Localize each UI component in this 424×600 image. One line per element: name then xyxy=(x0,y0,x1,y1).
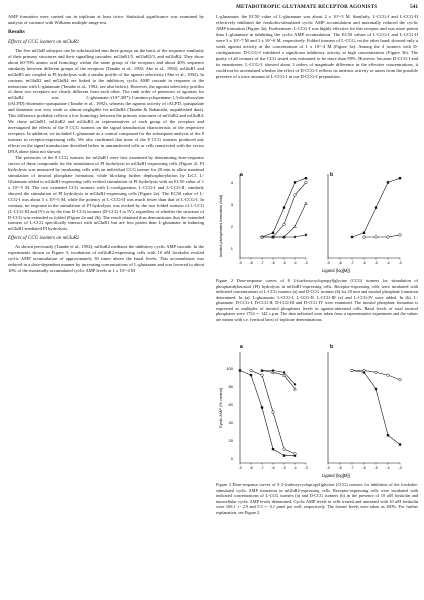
data-point xyxy=(272,232,274,234)
paragraph: L-glutamate; the EC50 value of L-glutamate was about 2 x 10^-5 M. Similarly, L-CCG-I and L-CCG-II effectively inhibited the forskolin-stimulated cyclic AMP accumulation and maximally reduced the cyclic AMP formation (Figure 3a). Furthermore, L-CCG-I was highly effective for this receptor and was more potent than L-glutamate in inhibiting the cyclic AMP accumulation. The EC50 values of L-CCG-I and L-CCG-II were 3 x 10^-7 M and 3 x 10^-6 M, respectively. Folded isomers of L-CCG, on the other hand, showed only a weak agonist activity at the concentration of 1 x 10^-4 M (Figure 3a). Among the 4 isomers with D-configuration, D-CCG-I exhibited a significant inhibitory activity at high concentrations (Figure 3b). The purity of all isomers of the CCG tested was estimated to be more than 99%. However, because D-CCG-I and its enantiomer, L-CCG-I, showed about 3 orders of magnitude difference in the effective concentrations, it could not be ascertained whether the effect of D-CCG-I reflects its intrinsic activity or arises from the possible presence of a trace amount of L-CCG-I in our D-CCG-I preparation. xyxy=(216,14,418,79)
data-point xyxy=(261,406,263,408)
fig3-xtick: -3 xyxy=(304,466,308,470)
data-point xyxy=(283,454,285,456)
fig3-xtick: -6 xyxy=(362,466,366,470)
fig2-ytick: 2 xyxy=(230,224,233,229)
data-point xyxy=(294,236,297,239)
methods-tail-paragraph: AMP formation were carried out in triplicate at least twice. Statistical significance was examined by analysis of variance with Williams multiple-range test. xyxy=(8,14,204,25)
data-point xyxy=(261,374,264,377)
data-point xyxy=(272,369,275,372)
fig2-xtick: -6 xyxy=(271,261,275,265)
figure-2-caption: Figure 2 Dose-response curves of 8 2-(carboxycyclopropyl)glycine (CCG) isomers for stimulation of phosphatidylinositol (PI) hydrolysis in mGluR1-expressing cells. Receptor-expressing cells were incubated with indicated concentrations of L-CCG isomers (a) and D-CCG isomers (b) for 20 min and inositol phosphate formation determined. In (a), L-glutamate, L-CCG-I, L-CCG-II, L-CCG-III (x) and L-CCG-IV were added. In (b), L-glutamate, D-CCG-I, D-CCG-II, D-CCG-III and D-CCG-IV were examined. The inositol phosphate formation is expressed as multiples of inositol phosphates levels in agonist-untreated cells. Basal levels of total inositol phosphates were 1754 +- 142 c.p.m. The data indicated were taken from a representative experiment and the values are means with s.e. (vertical bars) of triplicate determinations. xyxy=(216,278,418,322)
fig2-panel-a-label: a xyxy=(240,172,243,178)
right-column xyxy=(216,14,418,79)
data-point xyxy=(375,388,377,390)
data-point xyxy=(250,369,253,372)
fig2-yticks xyxy=(231,180,234,251)
fig3-ytick: 0 xyxy=(230,456,233,461)
data-point xyxy=(305,177,307,179)
fig2-xtick: -8 xyxy=(338,261,342,265)
fig3-xtick: -7 xyxy=(260,466,264,470)
left-column xyxy=(8,14,204,274)
fig3-ytick: 80 xyxy=(228,384,233,389)
fig2-ytick: 4 xyxy=(230,180,233,185)
data-point xyxy=(375,236,378,239)
fig3-xtick: -7 xyxy=(350,466,354,470)
axis-frame xyxy=(240,352,306,463)
fig3-ytick: 20 xyxy=(228,438,233,443)
fig2-ytick: 1 xyxy=(230,246,233,251)
series-line xyxy=(364,235,400,237)
fig2-panel-a xyxy=(240,174,307,260)
subheading-mglur2: Effects of CCG isomers on mGluR2 xyxy=(8,236,80,242)
fig3-xtick: -9 xyxy=(326,466,330,470)
fig3-xtick: -8 xyxy=(338,466,342,470)
data-point xyxy=(387,236,390,239)
fig3-xticks-b xyxy=(326,466,401,470)
fig2-panel-b xyxy=(328,174,401,260)
fig3-ytick: 40 xyxy=(228,420,233,425)
data-point xyxy=(239,369,241,371)
data-point xyxy=(272,448,274,450)
data-point xyxy=(375,371,378,374)
data-point xyxy=(387,374,390,377)
fig2-xtick: -6 xyxy=(362,261,366,265)
fig3-xtick: -9 xyxy=(238,466,242,470)
fig2-xtick: -5 xyxy=(374,261,378,265)
fig3-ytick: 60 xyxy=(228,402,233,407)
data-point xyxy=(283,448,286,451)
data-point xyxy=(283,206,285,208)
fig2-xtick: -7 xyxy=(350,261,354,265)
series-line xyxy=(240,371,295,456)
series-line xyxy=(273,235,306,237)
fig2-xtick: -9 xyxy=(326,261,330,265)
fig3-ytick: 100 xyxy=(226,366,233,371)
fig2-xtick: -9 xyxy=(238,261,242,265)
fig3-xtick: -6 xyxy=(271,466,275,470)
fig3-panel-b xyxy=(328,352,401,465)
fig3-xtick: -5 xyxy=(282,466,286,470)
data-point xyxy=(250,374,252,376)
subheading-mglur1: Effects of CCG isomers on mGluR1 xyxy=(8,39,80,45)
fig2-xtick: -5 xyxy=(282,261,286,265)
data-point xyxy=(363,232,365,234)
data-point xyxy=(399,378,402,381)
fig2-xtick: -3 xyxy=(304,261,308,265)
data-point xyxy=(399,443,401,445)
data-point xyxy=(375,206,377,208)
figure-3-caption: Figure 3 Dose-response curves of 8 2-(carboxycyclopropyl)glycine (CCG) isomers for inhibition of the forskolin-stimulated cyclic AMP formation in mGluR2-expressing cells. Receptor-expressing cells were incubated with indicated concentrations of L-CCG isomers (a) and D-CCG isomers (b) in the presence of 10 uM forskolin and intracellular cyclic AMP levels determined. Cyclic AMP levels in cells treated and untreated with 10 uM forskolin were 169.1 +- 2.9 and 5.5 +- 0.1 pmol per well, respectively. The former levels were taken as 100%. For further explanation, see Figure 2. xyxy=(216,482,418,515)
fig3-xtick: -8 xyxy=(249,466,253,470)
data-point xyxy=(399,177,401,179)
figure-3-chart xyxy=(216,338,418,480)
data-point xyxy=(399,234,402,237)
fig2-xtick: -7 xyxy=(260,261,264,265)
fig2-xticks-a xyxy=(238,261,307,265)
fig3-panel-a xyxy=(239,352,306,465)
fig3-xtick: -5 xyxy=(374,466,378,470)
fig3-yticks xyxy=(226,366,233,461)
fig3-panel-b-label: b xyxy=(330,344,334,350)
axis-frame xyxy=(328,352,400,463)
fig3-panel-a-label: a xyxy=(240,344,243,350)
data-point xyxy=(305,181,308,184)
data-point xyxy=(294,194,297,197)
fig2-xlabel: Ligand (log[M]) xyxy=(322,268,350,273)
data-point xyxy=(294,181,296,183)
fig3-xtick: -4 xyxy=(386,466,390,470)
page-number: 541 xyxy=(410,4,419,10)
fig2-ytick: 3 xyxy=(230,202,233,207)
figure-2-chart xyxy=(216,166,418,275)
axis-frame xyxy=(328,174,400,258)
series-line xyxy=(262,182,306,237)
results-heading: Results xyxy=(8,28,25,35)
data-point xyxy=(363,236,366,239)
data-point xyxy=(283,374,286,377)
fig3-ylabel: Cyclic AMP (% control) xyxy=(218,387,223,429)
fig2-panel-b-label: b xyxy=(330,172,334,178)
series-line xyxy=(262,371,295,390)
fig3-xlabel: Ligand (log[M]) xyxy=(322,473,350,478)
fig2-ylabel: Inositol phosphates formation (fold) xyxy=(218,194,223,258)
running-title: METABOTROPIC GLUTAMATE RECEPTOR AGONISTS xyxy=(236,4,378,10)
data-point xyxy=(294,452,297,455)
data-point xyxy=(363,369,366,372)
data-point xyxy=(272,411,275,414)
data-point xyxy=(305,233,308,236)
running-header xyxy=(0,4,424,14)
data-point xyxy=(387,434,389,436)
fig2-xtick: -3 xyxy=(398,261,402,265)
series-line xyxy=(352,371,400,445)
paragraph: The five mGluR subtypes can be subclassified into three groups on the basis of the sequence similarity of their primary structures and their signalling cascades: mGluR1/5, mGluR2/3, and mGluR4. They show about 60-70% amino acid homology within the same group of the receptors and about 40% sequence similarity between different groups of the receptors (Tanabe et al., 1992; Abe et al., 1992). mGluR1 and mGluR5 are coupled to PI hydrolysis with a similar profile of the agonist selectivity (Abe et al., 1992). In contrast, mGluR2 and mGluR4 are linked to the inhibitory cyclic AMP cascade in response to the interaction with L-glutamate (Tanabe et al., 1992; see also below). However, the agonist selectivity profiles of these two receptors are clearly different from each other. The rank order of potencies of agonists for mGluR2 was L-glutamate>(1S*,3R*)-1-aminocyclopentane-1,3-dicarboxylate (tACPD)>ibotenate>quisqualate (Tanabe et al., 1992), whereas the agonist activity of tACPD, quisqualate and ibotenate was very weak or almost negligible for mGluR4 (Tanabe & Nakanishi, unpublished data). This difference probably reflects a low homology between the primary structures of mGluR2 and mGluR4. We chose mGluR1, mGluR2 and mGluR4 as representatives of each group of the receptors and investigated the effects of the 8 CCG isomers on the signal transduction characteristic of the respective receptors. In addition, we included L-glutamate as a control compound for the subsequent analysis of the 8 isomers in receptor-expressing cells. We also confirmed that none of the 8 CCG isomers produced any effects on the signal transduction described below in untransfected cells or cells transfected with the vector DNA alone (data not shown). xyxy=(8,47,204,155)
data-point xyxy=(351,236,353,238)
data-point xyxy=(351,369,354,372)
data-point xyxy=(283,223,286,226)
axis-frame xyxy=(240,174,306,258)
data-point xyxy=(305,202,308,205)
fig2-xtick: -8 xyxy=(249,261,253,265)
fig2-xticks-b xyxy=(326,261,401,265)
paragraph: As shown previously (Tanabe et al., 1992), mGluR2 mediates the inhibitory cyclic AMP cascade. In the experiments shown in Figure 3, incubation of mGluR2-expressing cells with 10 uM forskolin evoked cyclic AMP accumulation of approximately 30 times above the basal levels. This accumulation was reduced in a dose-dependent manner by increasing concentrations of L-glutamate and was lowered to about 10% of the maximally accumulated cyclic AMP levels at 1 x 10^-4 M xyxy=(8,244,204,274)
fig2-xtick: -4 xyxy=(386,261,390,265)
data-point xyxy=(387,181,389,183)
fig3-xtick: -4 xyxy=(293,466,297,470)
fig3-xticks-a xyxy=(238,466,307,470)
paragraph: The potencies of the 8 CCG isomers for mGluR1 were first examined by determining dose-response curves of these compounds for the stimulation of PI hydrolysis in mGluR1-expressing cells (Figure 2). PI hydrolysis was measured by incubating cells with an individual CCG isomer for 20 min to allow maximal stimulation of inositol phosphate formation, while blocking further dephosphorylation by LiCl. L-Glutamate added to mGluR1-expressing cells evoked stimulation of PI hydrolysis with an EC50 value of 1 x 10^-5 M. The two extended CCG isomers with L-configuration, L-CCG-I and L-CCG-II, similarly showed the stimulation of PI hydrolysis in mGluR1-expressing cells (Figure 2a). The EC50 value of L-CCG-I was about 5 x 10^-5 M, while the potency of L-CCG-II was much lower than that of L-CCG-I. In contrast, no response in the stimulation of PI hydrolysis was evoked by the two folded isomers of L-CCG (L-CCG-III and IV) or by the four D-CCG isomers (D-CCG-I to IV), regardless of whether the structure of D-CCG was extended or folded (Figure 2a and 2b). The result obtained thus demonstrates that the extended isomers of L-CCG specifically interact with mGluR1 but are less potent than L-glutamate in inducing mGluR1-mediated PI hydrolysis. xyxy=(8,154,204,232)
data-point xyxy=(294,225,297,228)
fig3-xtick: -3 xyxy=(398,466,402,470)
fig2-xtick: -4 xyxy=(293,261,297,265)
